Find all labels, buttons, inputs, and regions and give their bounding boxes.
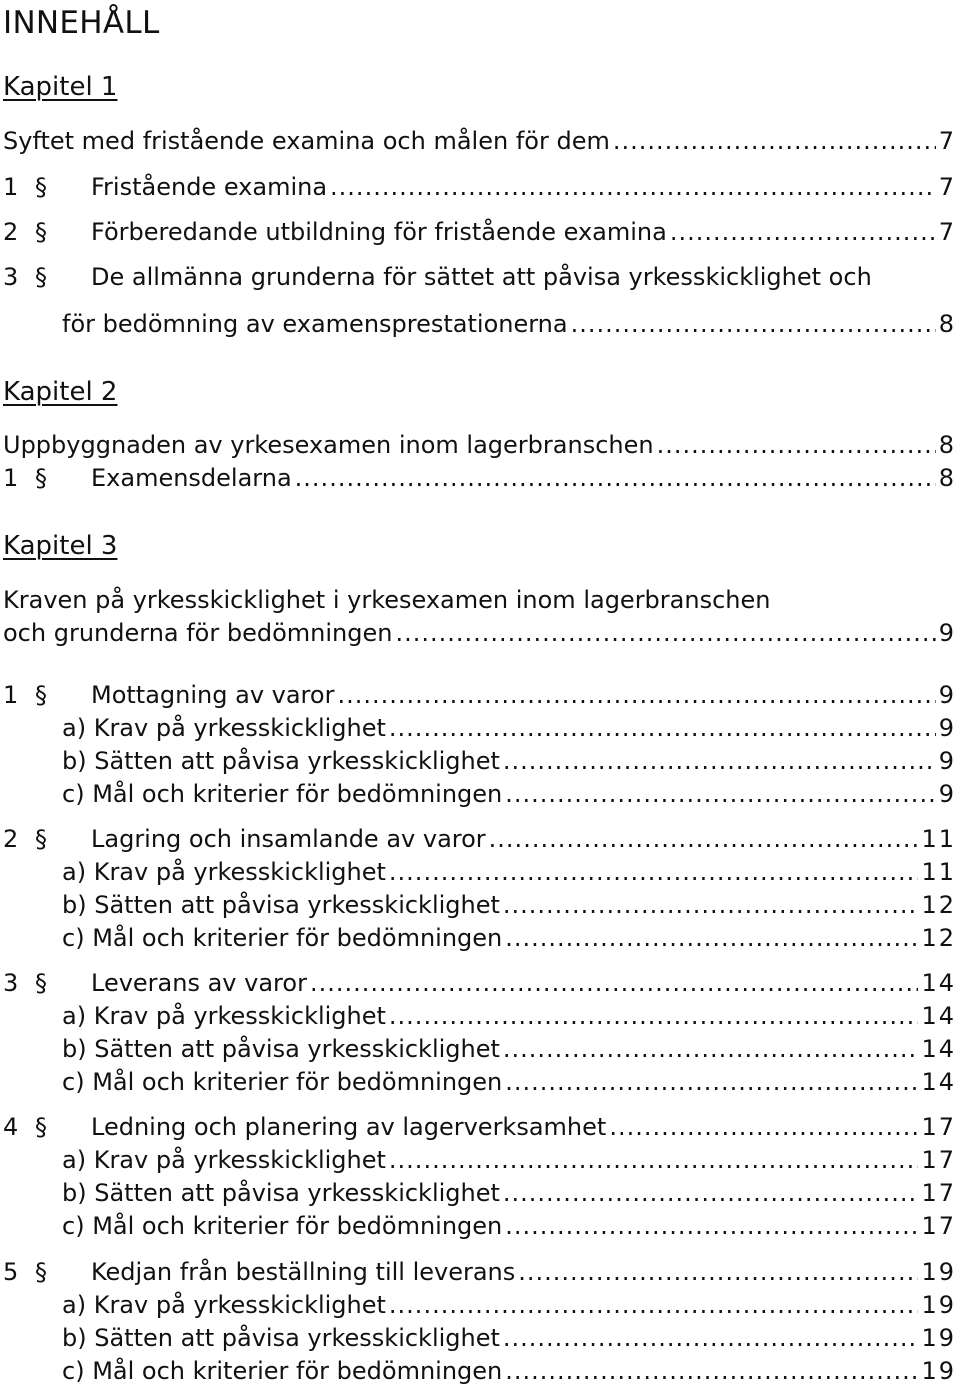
section-symbol: § — [35, 681, 47, 709]
page-number: 8 — [938, 310, 956, 338]
entry-label-continuation: för bedömning av examensprestationerna — [62, 310, 568, 338]
subentry-label: b) Sätten att påvisa yrkesskicklighet — [62, 1324, 500, 1352]
toc-subentry[interactable] — [3, 855, 956, 889]
page-number: 7 — [938, 127, 956, 155]
leader-dots — [389, 999, 919, 1033]
section-symbol: § — [35, 218, 47, 246]
leader-dots — [389, 711, 936, 745]
leader-dots — [337, 678, 935, 712]
entry-label: Förberedande utbildning för fristående examina — [91, 218, 667, 246]
leader-dots — [330, 170, 936, 204]
section-symbol: § — [35, 464, 47, 492]
leader-dots — [657, 428, 936, 462]
page-number: 17 — [921, 1212, 956, 1240]
section-number: 5 — [3, 1258, 19, 1286]
page-number: 17 — [921, 1179, 956, 1207]
entry-label: Lagring och insamlande av varor — [91, 825, 486, 853]
leader-dots — [389, 855, 919, 889]
leader-dots — [503, 888, 919, 922]
page-number: 19 — [921, 1258, 956, 1286]
page-number: 11 — [921, 858, 956, 886]
toc-subentry[interactable] — [3, 1065, 956, 1099]
leader-dots — [503, 744, 936, 778]
chapter-1-title[interactable]: Kapitel 1 — [3, 72, 118, 102]
toc-entry[interactable] — [3, 966, 956, 1000]
toc-subentry[interactable] — [3, 888, 956, 922]
toc-subentry[interactable] — [3, 1209, 956, 1243]
section-number: 3 — [3, 969, 19, 997]
toc-subentry[interactable] — [3, 1321, 956, 1355]
leader-dots — [389, 1288, 919, 1322]
section-number: 1 — [3, 681, 19, 709]
subentry-label: b) Sätten att påvisa yrkesskicklighet — [62, 1179, 500, 1207]
leader-dots — [670, 215, 936, 249]
entry-label: Uppbyggnaden av yrkesexamen inom lagerbranschen — [3, 431, 654, 459]
entry-label: och grunderna för bedömningen — [3, 619, 393, 647]
page-number: 9 — [938, 747, 956, 775]
page-number: 14 — [921, 1068, 956, 1096]
leader-dots — [505, 921, 918, 955]
leader-dots — [503, 1032, 919, 1066]
page-number: 14 — [921, 1035, 956, 1063]
entry-label: Fristående examina — [91, 173, 328, 201]
entry-label: Leverans av varor — [91, 969, 307, 997]
subentry-label: c) Mål och kriterier för bedömningen — [62, 924, 503, 952]
toc-entry[interactable] — [3, 461, 956, 495]
toc-subentry[interactable] — [3, 1032, 956, 1066]
subentry-label: c) Mål och kriterier för bedömningen — [62, 1357, 503, 1385]
leader-dots — [505, 1354, 918, 1388]
page-number: 7 — [938, 173, 956, 201]
entry-label: Ledning och planering av lagerverksamhet — [91, 1113, 607, 1141]
entry-label: Mottagning av varor — [91, 681, 335, 709]
toc-entry[interactable] — [3, 215, 956, 249]
section-number: 4 — [3, 1113, 19, 1141]
entry-label: Examensdelarna — [91, 464, 292, 492]
leader-dots — [505, 1209, 918, 1243]
section-number: 3 — [3, 263, 19, 291]
page-number: 12 — [921, 891, 956, 919]
subentry-label: a) Krav på yrkesskicklighet — [62, 1146, 386, 1174]
entry-label: De allmänna grunderna för sättet att påvisa yrkesskicklighet och — [91, 263, 872, 291]
page-number: 14 — [921, 1002, 956, 1030]
subentry-label: b) Sätten att påvisa yrkesskicklighet — [62, 747, 500, 775]
subentry-label: a) Krav på yrkesskicklighet — [62, 1291, 386, 1319]
toc-subentry[interactable] — [3, 1288, 956, 1322]
entry-label: Syftet med fristående examina och målen för dem — [3, 127, 610, 155]
subentry-label: c) Mål och kriterier för bedömningen — [62, 780, 503, 808]
page-number: 9 — [938, 714, 956, 742]
leader-dots — [503, 1176, 919, 1210]
page-number: 14 — [921, 969, 956, 997]
toc-heading: INNEHÅLL — [3, 5, 160, 41]
leader-dots — [389, 1143, 919, 1177]
toc-entry[interactable] — [3, 822, 956, 856]
subentry-label: c) Mål och kriterier för bedömningen — [62, 1212, 503, 1240]
toc-entry-line1[interactable]: Kraven på yrkesskicklighet i yrkesexamen inom lagerbranschen — [3, 586, 771, 614]
page-number: 8 — [938, 464, 956, 492]
page-number: 7 — [938, 218, 956, 246]
leader-dots — [395, 616, 935, 650]
leader-dots — [571, 307, 936, 341]
toc-entry-line1[interactable] — [3, 260, 956, 294]
leader-dots — [609, 1110, 918, 1144]
toc-subentry[interactable] — [3, 1143, 956, 1177]
toc-entry-continuation[interactable] — [3, 616, 956, 650]
toc-subentry[interactable] — [3, 1354, 956, 1388]
leader-dots — [310, 966, 919, 1000]
section-symbol: § — [35, 1113, 47, 1141]
page-number: 19 — [921, 1357, 956, 1385]
section-number: 1 — [3, 173, 19, 201]
section-number: 2 — [3, 825, 19, 853]
toc-subentry[interactable] — [3, 921, 956, 955]
toc-entry[interactable] — [3, 428, 956, 462]
leader-dots — [505, 1065, 918, 1099]
toc-entry[interactable] — [3, 1110, 956, 1144]
leader-dots — [489, 822, 919, 856]
section-symbol: § — [35, 1258, 47, 1286]
page-number: 9 — [938, 619, 956, 647]
leader-dots — [503, 1321, 919, 1355]
chapter-3-title[interactable]: Kapitel 3 — [3, 531, 118, 561]
leader-dots — [613, 124, 936, 158]
page-number: 17 — [921, 1146, 956, 1174]
page-number: 9 — [938, 780, 956, 808]
section-symbol: § — [35, 263, 47, 291]
section-number: 2 — [3, 218, 19, 246]
leader-dots — [505, 777, 935, 811]
subentry-label: b) Sätten att påvisa yrkesskicklighet — [62, 891, 500, 919]
toc-subentry[interactable] — [3, 777, 956, 811]
toc-entry[interactable] — [3, 1255, 956, 1289]
subentry-label: c) Mål och kriterier för bedömningen — [62, 1068, 503, 1096]
toc-subentry[interactable] — [3, 1176, 956, 1210]
toc-subentry[interactable] — [3, 999, 956, 1033]
leader-dots — [518, 1255, 918, 1289]
toc-entry-continuation[interactable] — [3, 307, 956, 341]
toc-entry[interactable] — [3, 678, 956, 712]
section-symbol: § — [35, 969, 47, 997]
page-number: 12 — [921, 924, 956, 952]
page-number: 11 — [921, 825, 956, 853]
section-number: 1 — [3, 464, 19, 492]
section-symbol: § — [35, 825, 47, 853]
subentry-label: a) Krav på yrkesskicklighet — [62, 714, 386, 742]
toc-subentry[interactable] — [3, 744, 956, 778]
page-number: 8 — [938, 431, 956, 459]
section-symbol: § — [35, 173, 47, 201]
subentry-label: a) Krav på yrkesskicklighet — [62, 858, 386, 886]
toc-subentry[interactable] — [3, 711, 956, 745]
chapter-2-title[interactable]: Kapitel 2 — [3, 377, 118, 407]
subentry-label: b) Sätten att påvisa yrkesskicklighet — [62, 1035, 500, 1063]
leader-dots — [295, 461, 936, 495]
page-number: 19 — [921, 1324, 956, 1352]
page-number: 19 — [921, 1291, 956, 1319]
page-number: 9 — [938, 681, 956, 709]
page-number: 17 — [921, 1113, 956, 1141]
entry-label: Kedjan från beställning till leverans — [91, 1258, 516, 1286]
toc-entry[interactable] — [3, 170, 956, 204]
subentry-label: a) Krav på yrkesskicklighet — [62, 1002, 386, 1030]
toc-entry[interactable] — [3, 124, 956, 158]
